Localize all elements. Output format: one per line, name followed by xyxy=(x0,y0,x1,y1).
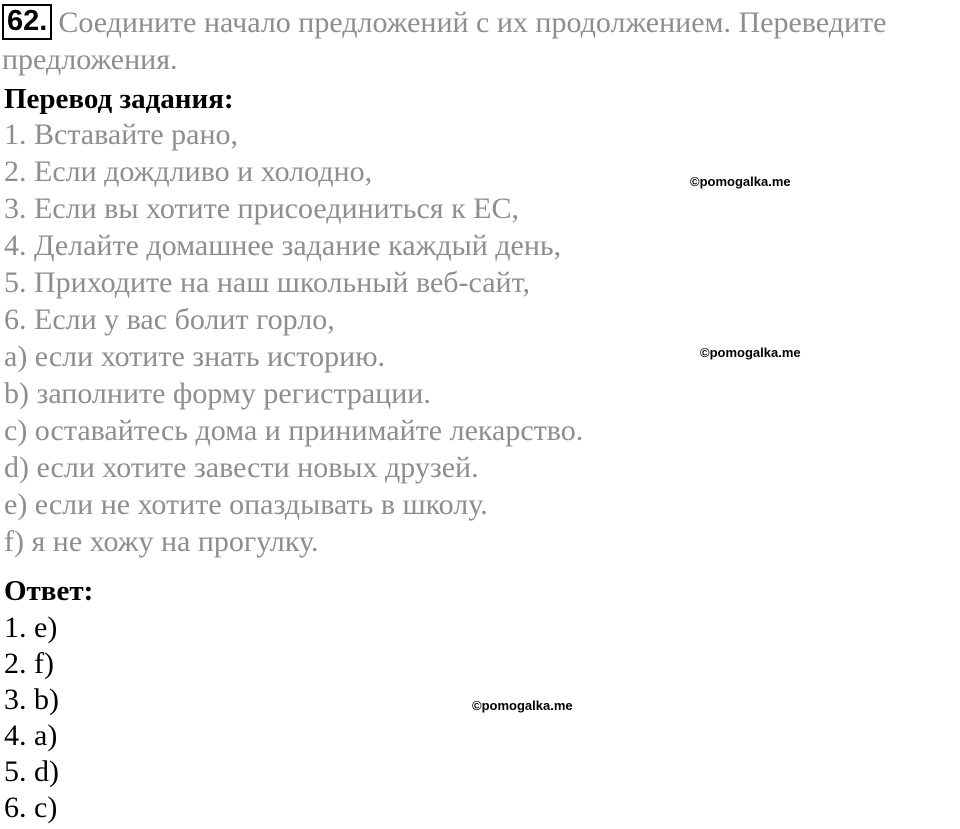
watermark-3: ©pomogalka.me xyxy=(472,698,573,713)
translation-item-3: 3. Если вы хотите присоединиться к ЕС, xyxy=(4,192,519,225)
translation-item-d: d) если хотите завести новых друзей. xyxy=(4,451,479,484)
translation-item-e: e) если не хотите опаздывать в школу. xyxy=(4,488,488,521)
translation-item-b: b) заполните форму регистрации. xyxy=(4,377,431,410)
answer-item-6: 6. c) xyxy=(4,791,58,824)
translation-item-5: 5. Приходите на наш школьный веб-сайт, xyxy=(4,266,530,299)
translation-item-4: 4. Делайте домашнее задание каждый день, xyxy=(4,229,562,262)
translation-item-a: a) если хотите знать историю. xyxy=(4,340,386,373)
watermark-2: ©pomogalka.me xyxy=(700,345,801,360)
translation-item-c: c) оставайтесь дома и принимайте лекарство. xyxy=(4,414,584,447)
task-instruction: Соедините начало предложений с их продолжением. Переведите предложения. xyxy=(2,6,887,76)
answer-item-4: 4. a) xyxy=(4,719,58,752)
task-header xyxy=(2,4,952,78)
task-number-badge: 62. xyxy=(2,4,52,40)
answer-item-1: 1. e) xyxy=(4,611,58,644)
translation-item-6: 6. Если у вас болит горло, xyxy=(4,303,335,336)
watermark-1: ©pomogalka.me xyxy=(690,174,791,189)
translation-item-f: f) я не хожу на прогулку. xyxy=(4,525,319,558)
answer-item-3: 3. b) xyxy=(4,683,59,716)
answer-item-5: 5. d) xyxy=(4,755,59,788)
translation-title: Перевод задания: xyxy=(4,83,234,115)
translation-item-2: 2. Если дождливо и холодно, xyxy=(4,155,373,188)
translation-item-1: 1. Вставайте рано, xyxy=(4,118,239,151)
answer-title: Ответ: xyxy=(4,575,94,607)
answer-item-2: 2. f) xyxy=(4,647,54,680)
